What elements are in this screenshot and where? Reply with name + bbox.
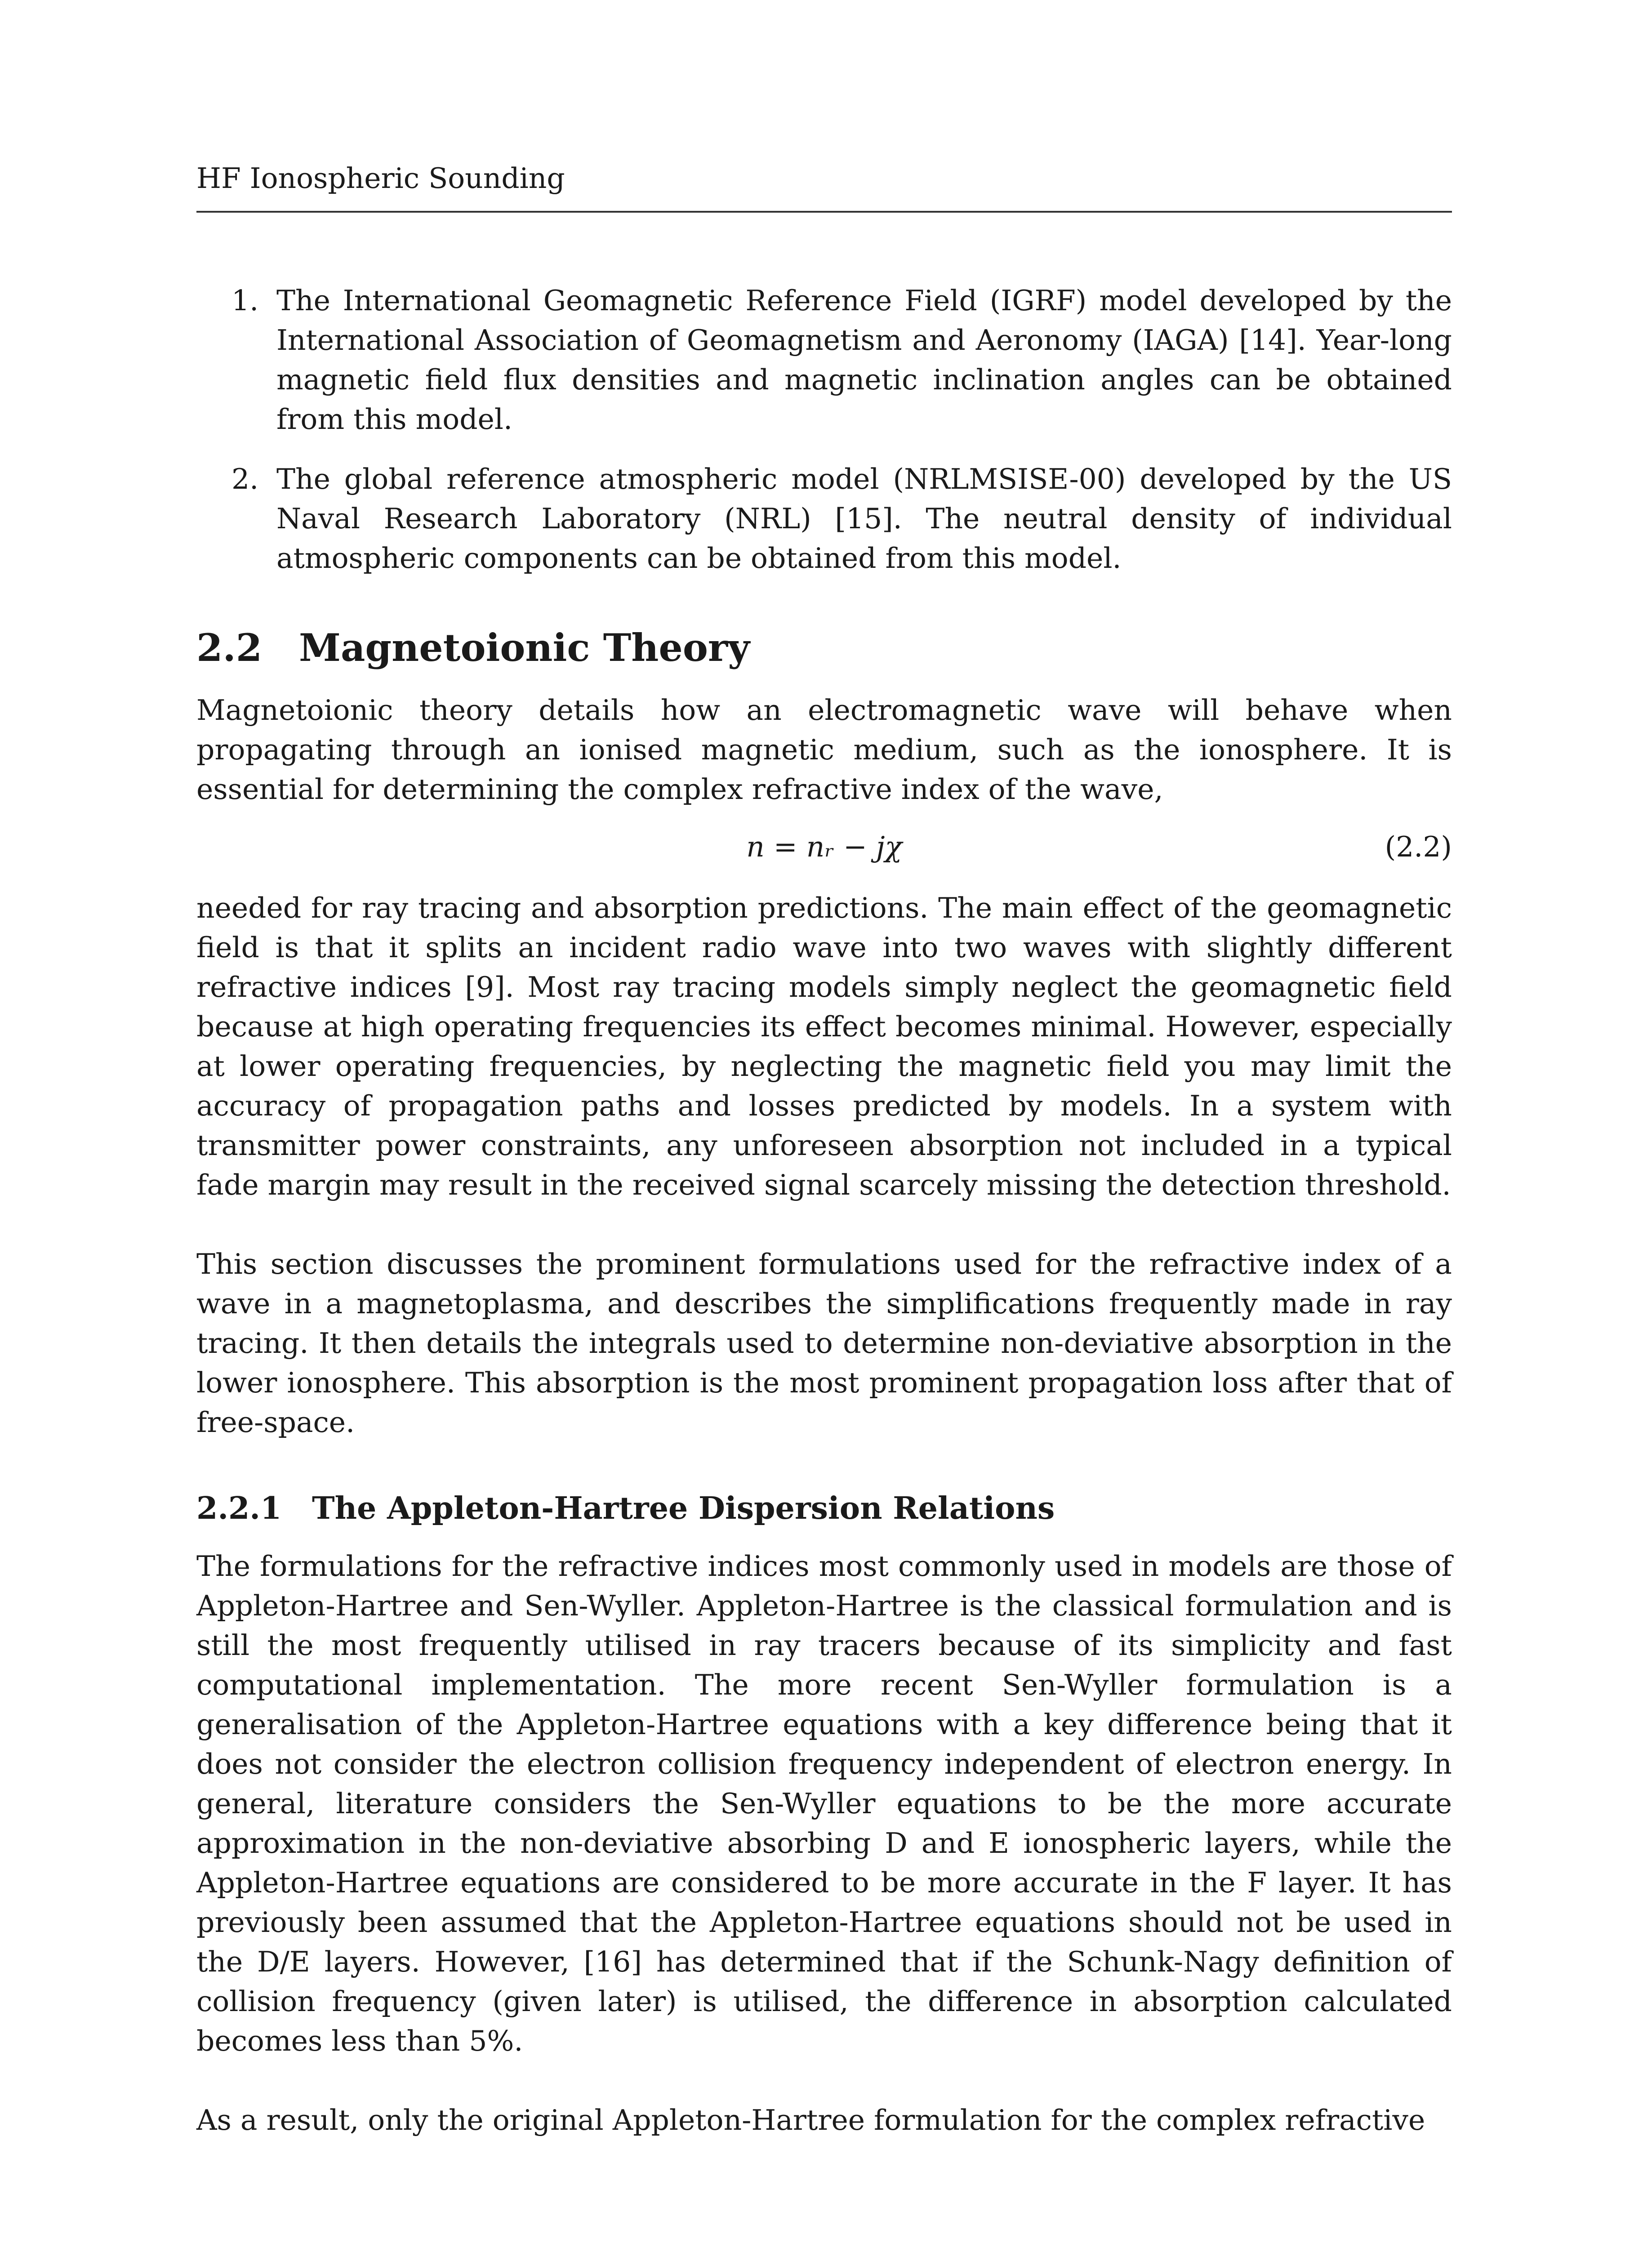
list-item bbox=[196, 459, 1452, 578]
section-intro-paragraph: Magnetoionic theory details how an electromagnetic wave will behave when propagating through an ionised magnetic medium, such as the ionosphere. It is essential for determining the complex refractive index of the wave, bbox=[196, 694, 1452, 806]
list-item-number: 2. bbox=[232, 463, 259, 495]
list-item-text: The International Geomagnetic Reference Field (IGRF) model developed by the International Association of Geomagnetism and Aeronomy (IAGA) [14]. Year-long magnetic field flux densities and magnetic inclination angles can be obtained from this model. bbox=[276, 284, 1452, 436]
list-item-text: The global reference atmospheric model (NRLMSISE-00) developed by the US Naval Research Laboratory (NRL) [15]. The neutral density of individual atmospheric components can be obtained from this model. bbox=[276, 463, 1452, 575]
model-list bbox=[196, 281, 1452, 578]
list-item-number: 1. bbox=[232, 284, 259, 317]
equation-2-2 bbox=[196, 827, 1452, 867]
subsection-title: The Appleton-Hartree Dispersion Relations bbox=[312, 1490, 1055, 1526]
subsection-heading bbox=[196, 1488, 1452, 1529]
geomagnetic-effect-paragraph: needed for ray tracing and absorption predictions. The main effect of the geomagnetic field is that it splits an incident radio wave into two waves with slightly different refractive indices [9]. Most ray tracing models simply neglect the geomagnetic field because at high operating frequencies its effect becomes minimal. However, especially at lower operating frequencies, by neglecting the magnetic field you may limit the accuracy of propagation paths and losses predicted by models. In a system with transmitter power constraints, any unforeseen absorption not included in a typical fade margin may result in the received signal scarcely missing the detection threshold. bbox=[196, 892, 1452, 1201]
section-title: Magnetoionic Theory bbox=[299, 625, 750, 670]
running-header: HF Ionospheric Sounding bbox=[196, 162, 565, 195]
result-paragraph: As a result, only the original Appleton-Hartree formulation for the complex refractive bbox=[196, 2104, 1425, 2136]
subsection-number: 2.2.1 bbox=[196, 1490, 282, 1526]
formulations-paragraph: The formulations for the refractive indices most commonly used in models are those of Appleton-Hartree and Sen-Wyller. Appleton-Hartree is the classical formulation and is still the most frequently utilised in ray tracers because of its simplicity and fast computational implementation. The more recent Sen-Wyller formulation is a generalisation of the Appleton-Hartree equations with a key difference being that it does not consider the electron collision frequency independent of electron energy. In general, literature considers the Sen-Wyller equations to be the more accurate approximation in the non-deviative absorbing D and E ionospheric layers, while the Appleton-Hartree equations are considered to be more accurate in the F layer. It has previously been assumed that the Appleton-Hartree equations should not be used in the D/E layers. However, [16] has determined that if the Schunk-Nagy definition of collision frequency (given later) is utilised, the difference in absorption calculated becomes less than 5%. bbox=[196, 1550, 1452, 2057]
list-item bbox=[196, 281, 1452, 439]
equation-label: (2.2) bbox=[1385, 830, 1452, 863]
section-heading bbox=[196, 623, 1452, 673]
equation-formula: n = nᵣ − jχ bbox=[746, 830, 902, 863]
section-number: 2.2 bbox=[196, 625, 263, 670]
page-body bbox=[196, 281, 1452, 2140]
section-overview-paragraph: This section discusses the prominent formulations used for the refractive index of a wave in a magnetoplasma, and describes the simplifications frequently made in ray tracing. It then details the integrals used to determine non-deviative absorption in the lower ionosphere. This absorption is the most prominent propagation loss after that of free-space. bbox=[196, 1248, 1452, 1439]
header-rule bbox=[196, 211, 1452, 213]
